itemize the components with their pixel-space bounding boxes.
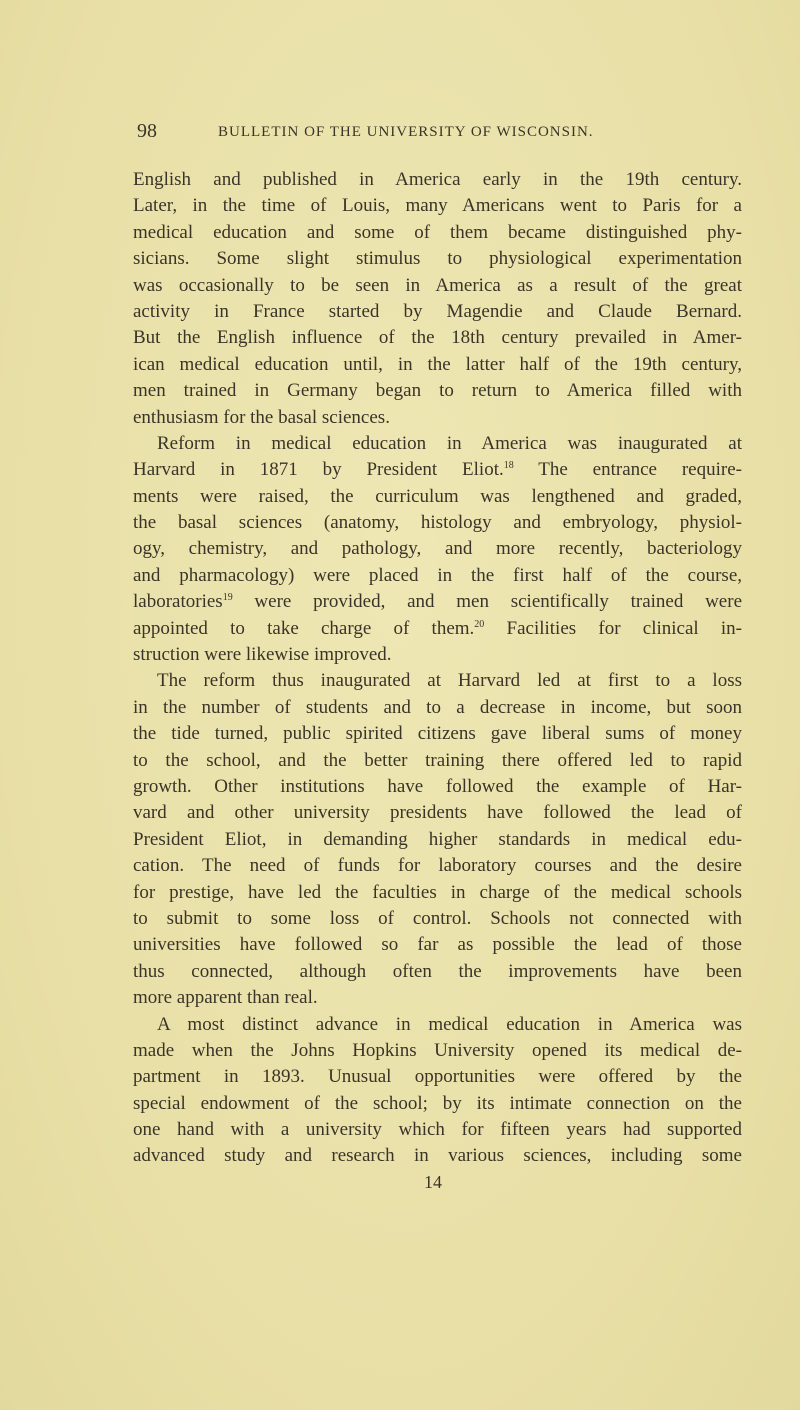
- text-line: [133, 352, 742, 378]
- text-segment: English and published in America early in the 19th century.: [133, 169, 742, 190]
- text-segment: for prestige, have led the faculties in charge of the medical schools: [133, 881, 742, 903]
- footnote-reference: 18: [503, 460, 514, 472]
- text-line: [133, 1038, 742, 1064]
- text-segment: the basal sciences (anatomy, histology and embryology, physiol-: [133, 512, 742, 534]
- text-segment: Later, in the time of Louis, many Americans went to Paris for a: [133, 195, 742, 217]
- text-segment: Reform in medical education in America was inaugurated at: [157, 432, 742, 454]
- body-text: [133, 167, 742, 1170]
- text-segment: was occasionally to be seen in America as a result of the great: [133, 274, 742, 296]
- text-line: [133, 589, 742, 615]
- text-segment: The entrance require-: [513, 459, 742, 481]
- page-number: 98: [137, 120, 157, 142]
- text-line: [133, 563, 742, 589]
- text-segment: more apparent than real.: [133, 987, 318, 1009]
- text-line: [133, 932, 742, 958]
- text-segment: to the school, and the better training there offered led to rapid: [133, 749, 742, 771]
- text-line: [133, 299, 742, 325]
- text-line: [133, 457, 742, 483]
- text-line: [133, 906, 742, 932]
- text-segment: appointed to take charge of them.: [133, 617, 475, 639]
- text-segment: special endowment of the school; by its intimate connection on the: [133, 1092, 742, 1114]
- text-segment: Facilities for clinical in-: [484, 617, 742, 639]
- text-segment: made when the Johns Hopkins University opened its medical de-: [133, 1039, 742, 1061]
- text-line: [133, 721, 742, 747]
- text-segment: cation. The need of funds for laboratory courses and the desire: [133, 855, 742, 877]
- text-line: [133, 1143, 742, 1169]
- text-line: [133, 1091, 742, 1117]
- text-line: [133, 510, 742, 536]
- text-segment: enthusiasm for the basal sciences.: [133, 406, 390, 428]
- text-segment: ogy, chemistry, and pathology, and more recently, bacteriology: [133, 538, 742, 560]
- text-segment: A most distinct advance in medical education in America was: [157, 1013, 742, 1035]
- text-segment: activity in France started by Magendie and Claude Bernard.: [133, 300, 742, 322]
- footnote-reference: 19: [222, 592, 233, 604]
- text-line: [133, 748, 742, 774]
- text-line: [133, 405, 742, 431]
- text-segment: President Eliot, in demanding higher standards in medical edu-: [133, 828, 742, 850]
- text-line: [133, 431, 742, 457]
- text-segment: medical education and some of them became distinguished phy-: [133, 221, 742, 243]
- text-segment: one hand with a university which for fifteen years had supported: [133, 1119, 742, 1141]
- text-segment: in the number of students and to a decrease in income, but soon: [133, 696, 742, 718]
- text-line: [133, 827, 742, 853]
- text-line: [133, 325, 742, 351]
- text-segment: and pharmacology) were placed in the first half of the course,: [133, 564, 742, 586]
- text-segment: But the English influence of the 18th century prevailed in Amer-: [133, 327, 742, 349]
- text-segment: universities have followed so far as possible the lead of those: [133, 934, 742, 956]
- text-line: [133, 1012, 742, 1038]
- text-line: [133, 378, 742, 404]
- text-segment: to submit to some loss of control. Schools not connected with: [133, 907, 742, 929]
- text-segment: ments were raised, the curriculum was lengthened and graded,: [133, 485, 742, 507]
- text-segment: were provided, and men scientifically trained were: [232, 591, 742, 613]
- text-segment: advanced study and research in various sciences, including some: [133, 1145, 742, 1167]
- text-line: [133, 220, 742, 246]
- text-line: [133, 853, 742, 879]
- text-line: [133, 1064, 742, 1090]
- text-line: [133, 800, 742, 826]
- text-segment: the tide turned, public spirited citizens gave liberal sums of money: [133, 723, 742, 745]
- text-line: [133, 246, 742, 272]
- text-line: [133, 695, 742, 721]
- running-header: BULLETIN OF THE UNIVERSITY OF WISCONSIN.: [218, 124, 594, 140]
- text-line: [133, 616, 742, 642]
- text-line: [133, 668, 742, 694]
- text-line: [133, 1117, 742, 1143]
- text-line: [133, 959, 742, 985]
- text-line: [133, 167, 742, 193]
- text-segment: men trained in Germany began to return to America filled with: [133, 380, 742, 402]
- text-segment: The reform thus inaugurated at Harvard led at first to a loss: [157, 670, 742, 692]
- text-segment: thus connected, although often the improvements have been: [133, 960, 742, 982]
- text-segment: struction were likewise improved.: [133, 644, 392, 666]
- text-segment: ican medical education until, in the latter half of the 19th century,: [133, 353, 742, 375]
- text-line: [133, 484, 742, 510]
- text-segment: growth. Other institutions have followed the example of Har-: [133, 775, 742, 797]
- footnote-reference: 20: [474, 618, 485, 630]
- text-line: [133, 880, 742, 906]
- text-line: [133, 774, 742, 800]
- text-line: [133, 642, 742, 668]
- text-segment: sicians. Some slight stimulus to physiological experimentation: [133, 248, 742, 270]
- text-line: [133, 193, 742, 219]
- text-line: [133, 536, 742, 562]
- text-segment: partment in 1893. Unusual opportunities were offered by the: [133, 1066, 742, 1088]
- text-segment: laboratories: [133, 591, 223, 613]
- text-segment: Harvard in 1871 by President Eliot.: [133, 459, 504, 481]
- text-segment: vard and other university presidents have followed the lead of: [133, 802, 742, 824]
- text-line: [133, 985, 742, 1011]
- text-line: [133, 273, 742, 299]
- signature-mark: 14: [424, 1172, 442, 1192]
